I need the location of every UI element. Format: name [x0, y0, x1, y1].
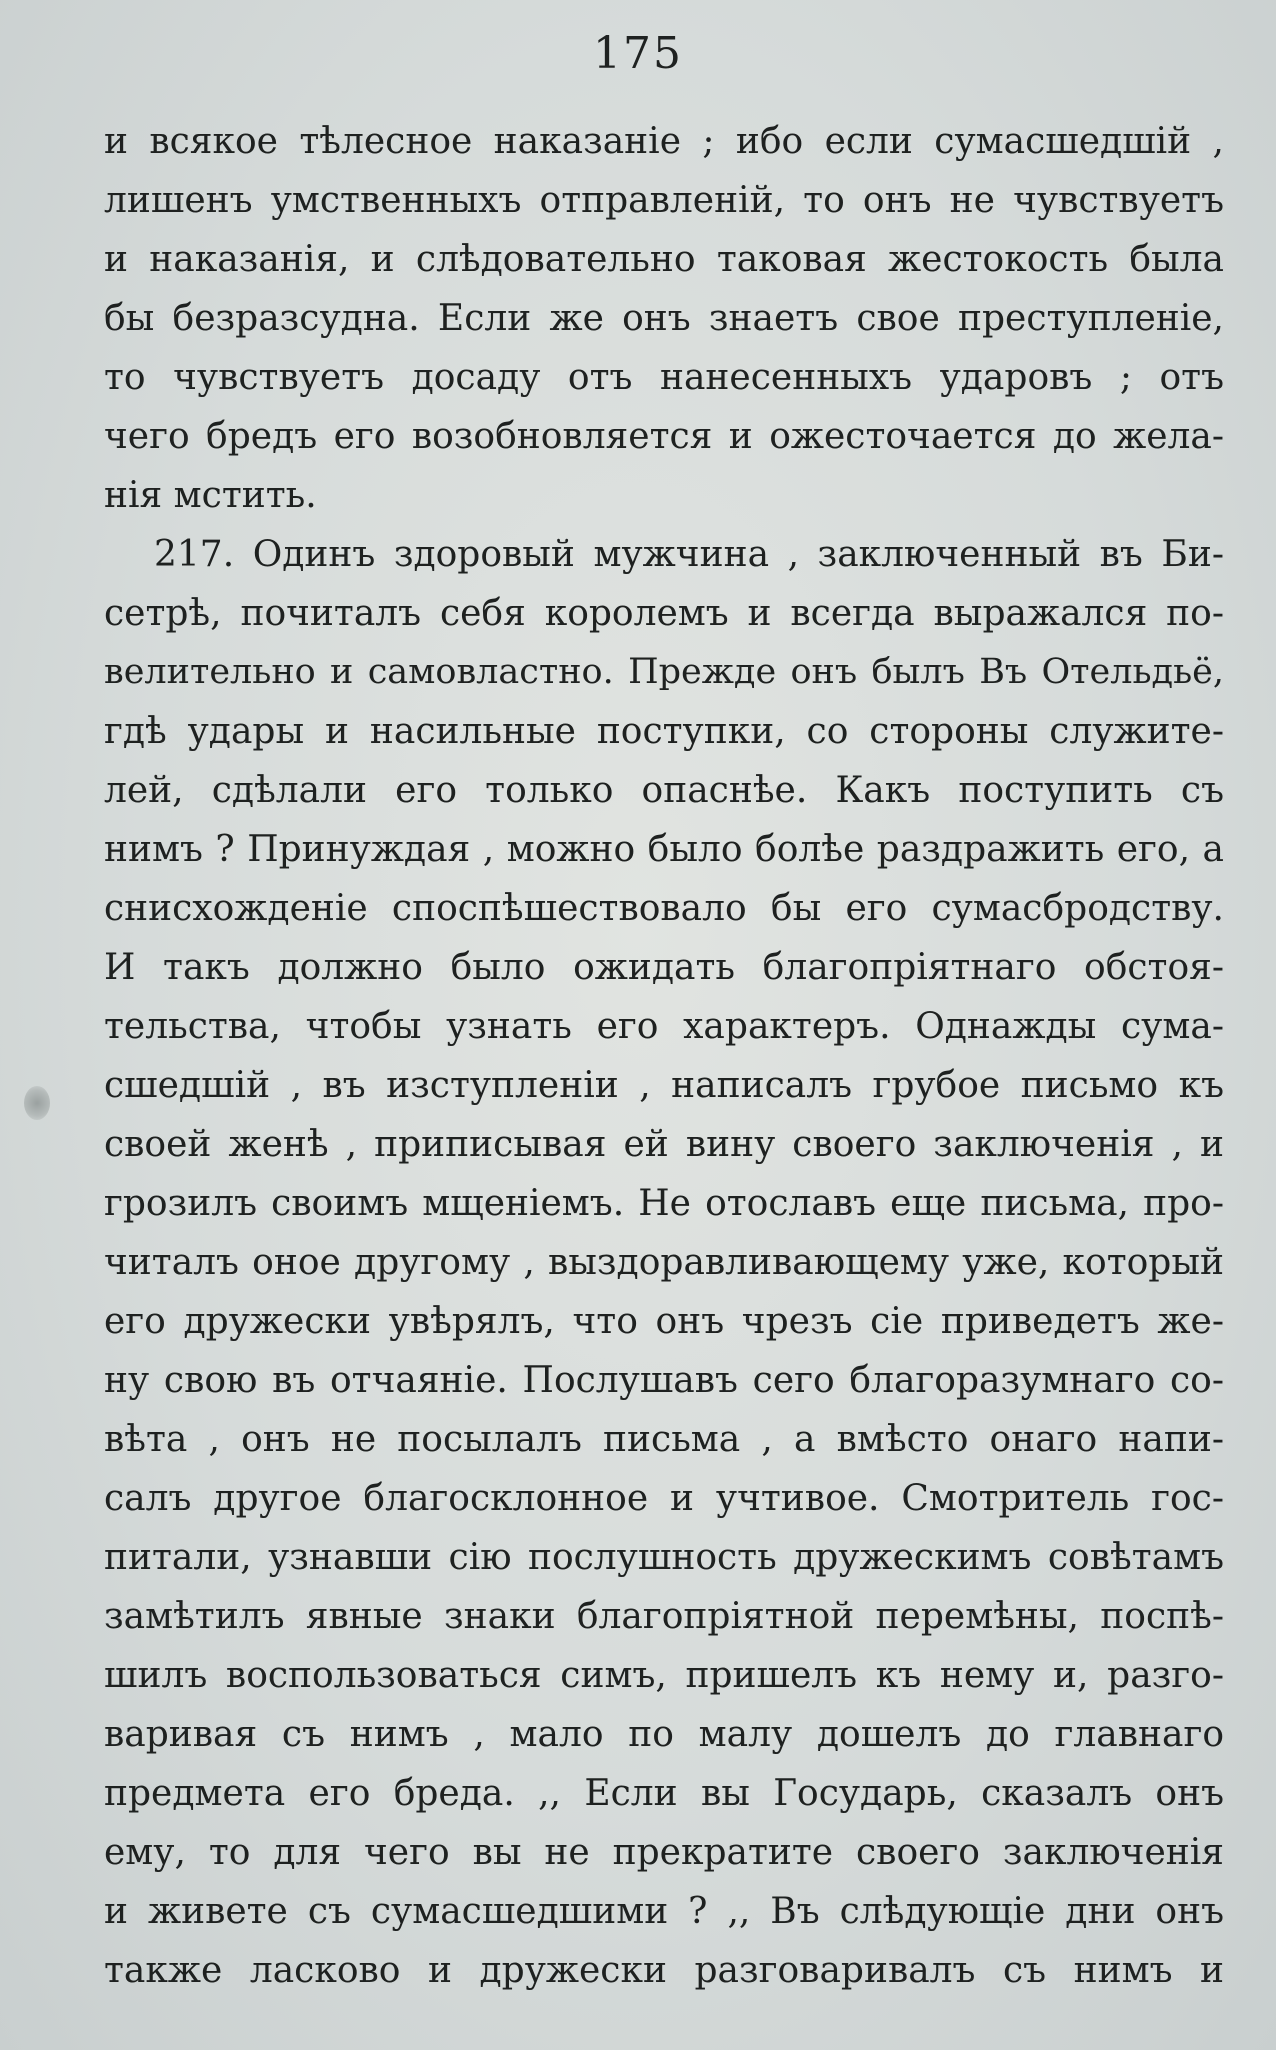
paper-stain	[24, 1086, 50, 1120]
text-line: вѣта , онъ не посылалъ письма , а вмѣсто онаго напи-	[104, 1419, 1224, 1460]
text-line: то чувствуетъ досаду отъ нанесенныхъ ударовъ ; отъ	[104, 357, 1224, 398]
text-line: бы безразсудна. Если же онъ знаетъ свое преступленіе,	[104, 298, 1224, 339]
text-line: И такъ должно было ожидать благопріятнаго обстоя-	[104, 947, 1224, 988]
text-line: тельства, чтобы узнать его характеръ. Однажды сума-	[104, 1006, 1224, 1047]
text-line: предмета его бреда. ,, Если вы Государь, сказалъ онъ	[104, 1773, 1224, 1814]
text-line: сетрѣ, почиталъ себя королемъ и всегда выражался по-	[104, 593, 1224, 634]
text-line: и наказанія, и слѣдовательно таковая жестокость была	[104, 239, 1224, 280]
text-line: варивая съ нимъ , мало по малу дошелъ до главнаго	[104, 1714, 1224, 1755]
text-line: и живете съ сумасшедшими ? ,, Въ слѣдующіе дни онъ	[104, 1891, 1224, 1932]
text-line: питали, узнавши сію послушность дружескимъ совѣтамъ	[104, 1537, 1224, 1578]
text-line: также ласково и дружески разговаривалъ съ нимъ и	[104, 1950, 1224, 1991]
text-line: своей женѣ , приписывая ей вину своего заключенія , и	[104, 1124, 1224, 1165]
text-line: нимъ ? Принуждая , можно было болѣе раздражить его, а	[104, 829, 1224, 870]
text-line: велительно и самовластно. Прежде онъ былъ Въ Отельдьё,	[104, 652, 1224, 692]
text-line: лей, сдѣлали его только опаснѣе. Какъ поступить съ	[104, 770, 1224, 811]
text-line: ему, то для чего вы не прекратите своего заключенія	[104, 1832, 1224, 1873]
text-line: замѣтилъ явные знаки благопріятной перемѣны, поспѣ-	[104, 1596, 1224, 1637]
text-line: снисхожденіе споспѣшествовало бы его сумасбродству.	[104, 888, 1224, 929]
page-number: 175	[593, 28, 683, 79]
body-text	[104, 112, 1224, 2000]
text-line: и всякое тѣлесное наказаніе ; ибо если сумасшедшій ,	[104, 121, 1224, 162]
text-line: гдѣ удары и насильные поступки, со стороны служите-	[104, 711, 1224, 752]
text-line: его дружески увѣрялъ, что онъ чрезъ сіе приведетъ же-	[104, 1301, 1224, 1342]
text-line: ну свою въ отчаяніе. Послушавъ сего благоразумнаго со-	[104, 1360, 1224, 1401]
text-line: нія мстить.	[104, 475, 317, 516]
text-line: грозилъ своимъ мщеніемъ. Не отославъ еще письма, про-	[104, 1183, 1224, 1224]
text-line: сшедшій , въ изступленіи , написалъ грубое письмо къ	[104, 1065, 1224, 1106]
text-line: шилъ воспользоваться симъ, пришелъ къ нему и, разго-	[104, 1655, 1224, 1696]
text-line: салъ другое благосклонное и учтивое. Смотритель гос-	[104, 1478, 1224, 1519]
text-line: читалъ оное другому , выздоравливающему уже, который	[104, 1242, 1224, 1283]
text-line: лишенъ умственныхъ отправленій, то онъ не чувствуетъ	[104, 180, 1224, 221]
text-line: чего бредъ его возобновляется и ожесточается до жела-	[104, 416, 1224, 457]
paragraph-start-line: 217. Одинъ здоровый мужчина , заключенный въ Би-	[154, 534, 1224, 575]
